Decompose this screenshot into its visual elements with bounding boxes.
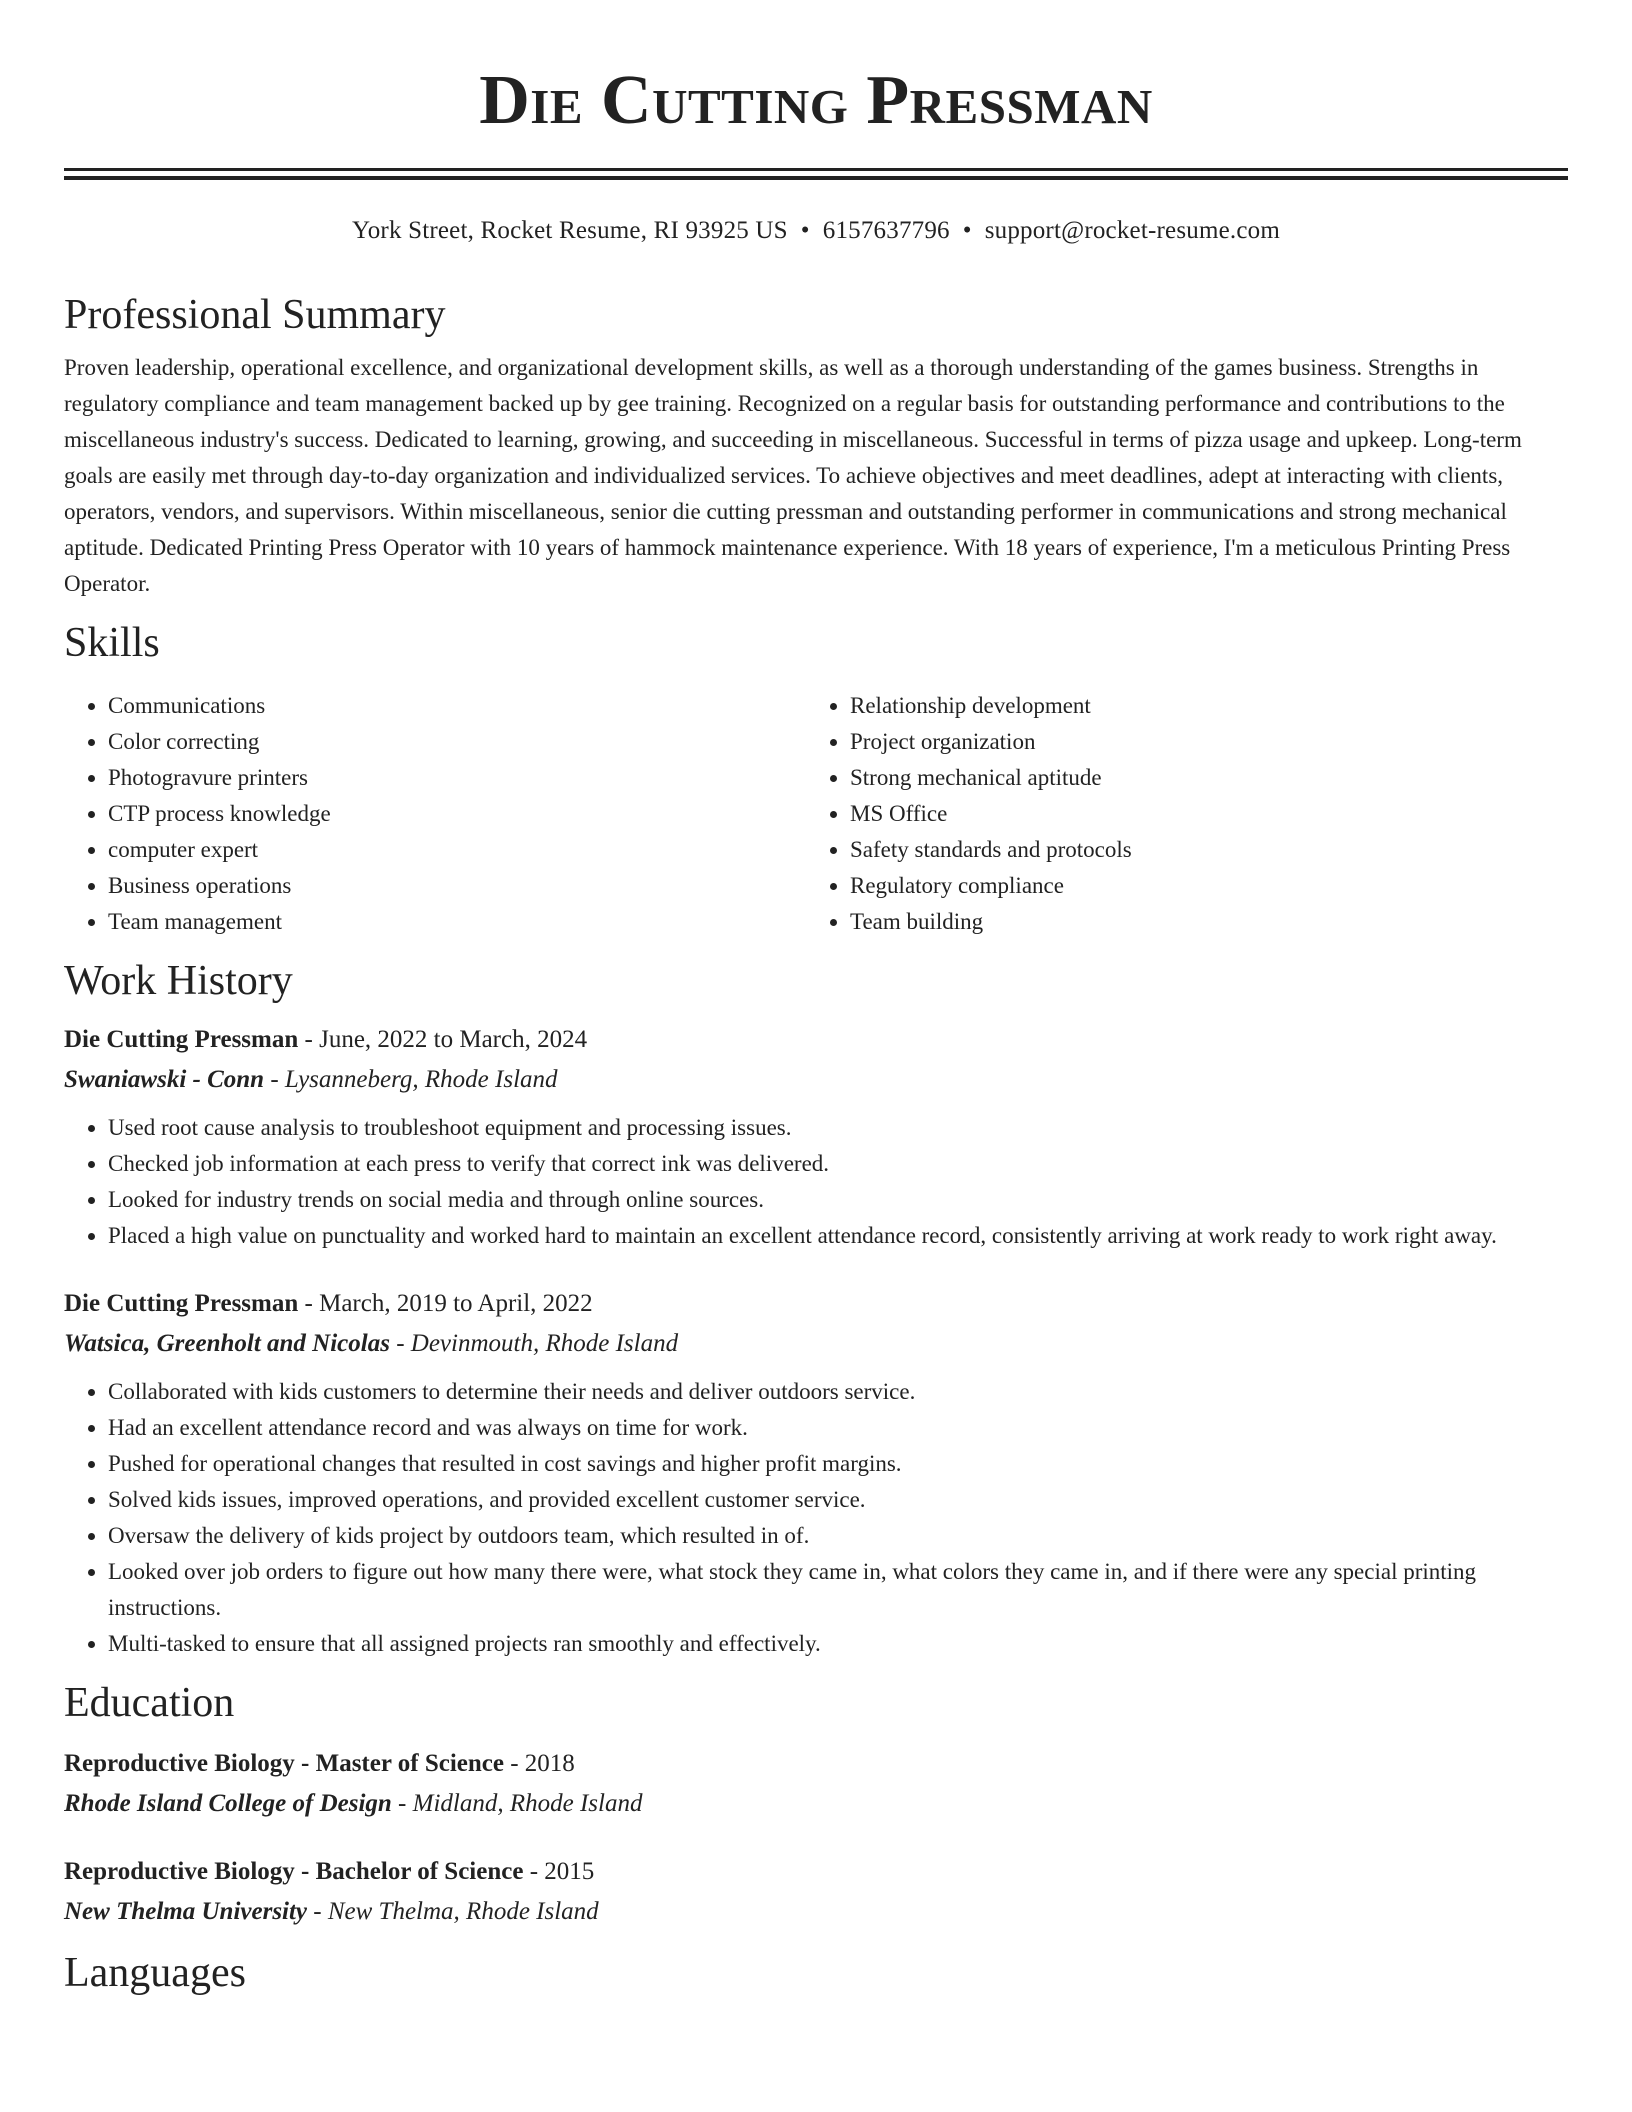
job-company: Watsica, Greenholt and Nicolas [64, 1330, 390, 1357]
skill-item: • computer expert [108, 832, 806, 868]
skills-section [64, 616, 1568, 940]
contact-email: support@rocket-resume.com [984, 217, 1280, 244]
job-bullet: • Placed a high value on punctuality and worked hard to maintain an excellent attendance record, consistently arriving at work ready to work right away. [108, 1218, 1568, 1254]
skill-item: • MS Office [850, 796, 1548, 832]
languages-section [64, 1946, 1568, 2000]
job-entry [64, 1284, 1568, 1662]
job-dates: - March, 2019 to April, 2022 [298, 1290, 593, 1317]
skill-item: • Strong mechanical aptitude [850, 760, 1548, 796]
school-line [64, 1892, 1568, 1932]
graduation-year: - 2015 [523, 1858, 595, 1885]
skill-item: • Safety standards and protocols [850, 832, 1548, 868]
work-history-heading: Work History [64, 958, 293, 1004]
contact-separator: • [962, 217, 972, 244]
education-entry [64, 1852, 1568, 1932]
job-bullet: • Multi-tasked to ensure that all assigned projects ran smoothly and effectively. [108, 1626, 1568, 1662]
job-bullet: • Collaborated with kids customers to determine their needs and deliver outdoors service. [108, 1374, 1568, 1410]
resume-name: Die Cutting Pressman [479, 62, 1153, 139]
job-bullet: • Solved kids issues, improved operations, and provided excellent customer service. [108, 1482, 1568, 1518]
skill-item: • Communications [108, 688, 806, 724]
degree-line [64, 1852, 1568, 1892]
job-title-line [64, 1020, 1568, 1060]
degree: Reproductive Biology - Bachelor of Science [64, 1858, 524, 1885]
skill-item: • Team management [108, 904, 806, 940]
degree: Reproductive Biology - Master of Science [64, 1750, 504, 1777]
skill-item: • Photogravure printers [108, 760, 806, 796]
job-bullet: • Looked for industry trends on social media and through online sources. [108, 1182, 1568, 1218]
job-bullets [64, 1374, 1568, 1662]
skills-heading: Skills [64, 620, 160, 666]
job-company-line [64, 1060, 1568, 1100]
job-bullet: • Pushed for operational changes that resulted in cost savings and higher profit margins. [108, 1446, 1568, 1482]
skills-list-right [806, 688, 1548, 940]
school: Rhode Island College of Design [64, 1790, 392, 1817]
job-entry [64, 1020, 1568, 1254]
contact-separator: • [800, 217, 810, 244]
education-entry [64, 1744, 1568, 1824]
summary-text: Proven leadership, operational excellence, and organizational development skills, as well as a thorough understanding of the games business. Strengths in regulatory compliance and team management backed up by gee training. Recognized on a regular basis for outstanding performance and contributions to the miscellaneous industry's success. Dedicated to learning, growing, and succeeding in miscellaneous. Successful in terms of pizza usage and upkeep. Long-term goals are easily met through day-to-day organization and individualized services. To achieve objectives and meet deadlines, adept at interacting with clients, operators, vendors, and supervisors. Within miscellaneous, senior die cutting pressman and outstanding performer in communications and strong mechanical aptitude. Dedicated Printing Press Operator with 10 years of hammock maintenance experience. With 18 years of experience, I'm a meticulous Printing Press Operator. [64, 355, 1522, 596]
job-title: Die Cutting Pressman [64, 1290, 299, 1317]
contact-line [0, 214, 1632, 248]
job-bullet: • Checked job information at each press to verify that correct ink was delivered. [108, 1146, 1568, 1182]
job-bullet: • Had an excellent attendance record and was always on time for work. [108, 1410, 1568, 1446]
skill-item: • Project organization [850, 724, 1548, 760]
graduation-year: - 2018 [503, 1750, 575, 1777]
job-bullet: • Oversaw the delivery of kids project by outdoors team, which resulted in of. [108, 1518, 1568, 1554]
education-heading: Education [64, 1680, 235, 1726]
skill-item: • Relationship development [850, 688, 1548, 724]
job-company-line [64, 1324, 1568, 1364]
skill-item: • Regulatory compliance [850, 868, 1548, 904]
contact-address: York Street, Rocket Resume, RI 93925 US [351, 217, 788, 244]
header-rule-bottom [64, 176, 1568, 180]
skill-item: • Team building [850, 904, 1548, 940]
summary-heading: Professional Summary [64, 292, 446, 338]
languages-heading: Languages [64, 1950, 246, 1996]
job-company: Swaniawski - Conn [64, 1066, 265, 1093]
contact-phone: 6157637796 [822, 217, 950, 244]
job-title-line [64, 1284, 1568, 1324]
job-bullets [64, 1110, 1568, 1254]
job-dates: - June, 2022 to March, 2024 [298, 1026, 588, 1053]
school-line [64, 1784, 1568, 1824]
job-bullet: • Looked over job orders to figure out how many there were, what stock they came in, what colors they came in, and if there were any special printing instructions. [108, 1554, 1568, 1626]
school-location: - Midland, Rhode Island [391, 1790, 643, 1817]
education-section [64, 1676, 1568, 1932]
skill-item: • CTP process knowledge [108, 796, 806, 832]
job-location: - Lysanneberg, Rhode Island [264, 1066, 558, 1093]
skill-item: • Business operations [108, 868, 806, 904]
header-rule-top [64, 168, 1568, 171]
school: New Thelma University [64, 1898, 308, 1925]
degree-line [64, 1744, 1568, 1784]
skills-columns [64, 688, 1568, 940]
skill-item: • Color correcting [108, 724, 806, 760]
summary-section [64, 288, 1568, 602]
job-location: - Devinmouth, Rhode Island [389, 1330, 679, 1357]
skills-list-left [64, 688, 806, 940]
job-bullet: • Used root cause analysis to troubleshoot equipment and processing issues. [108, 1110, 1568, 1146]
work-history-section [64, 954, 1568, 1662]
job-title: Die Cutting Pressman [64, 1026, 299, 1053]
school-location: - New Thelma, Rhode Island [307, 1898, 599, 1925]
resume-body [64, 288, 1568, 2000]
